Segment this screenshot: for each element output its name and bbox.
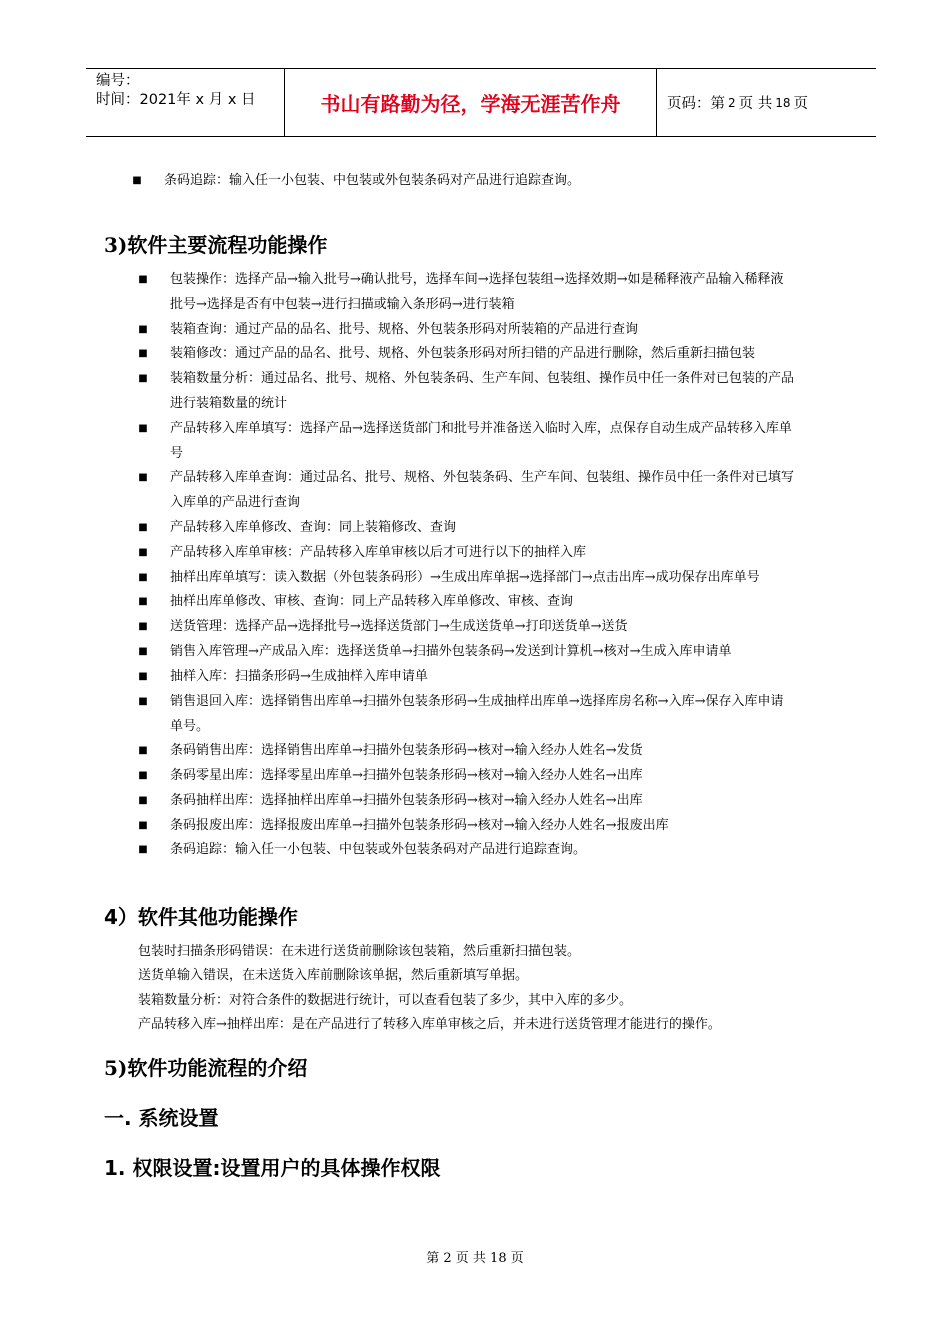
- page-current: 2: [728, 95, 736, 110]
- section3-title: 3)软件主要流程功能操作: [104, 233, 328, 257]
- list-item-text-continued: 号: [170, 445, 184, 461]
- list-item-text: 产品转移入库单查询：通过品名、批号、规格、外包装条码、生产车间、包装组、操作员中任一条件对已填写: [170, 470, 795, 486]
- bullet-square-icon: ■: [138, 472, 148, 484]
- list-item-text: 销售入库管理→产成品入库：选择送货单→扫描外包装条码→发送到计算机→核对→生成入库申请单: [170, 644, 732, 659]
- bullet-square-icon: ■: [138, 522, 148, 533]
- list-item-text-continued: 入库单的产品进行查询: [170, 495, 301, 511]
- list-item-text: 产品转移入库单修改、查询：同上装箱修改、查询: [170, 520, 457, 535]
- bullet-square-icon: ■: [138, 596, 148, 608]
- page-mid: 页 共: [738, 96, 773, 112]
- list-item-text: 产品转移入库单填写：选择产品→选择送货部门和批号并准备送入临时入库，点保存自动生成产品转移入库单: [170, 420, 792, 436]
- bullet-square-icon: ■: [138, 571, 148, 583]
- intro-bullet-text: 条码追踪：输入任一小包装、中包装或外包装条码对产品进行追踪查询。: [164, 173, 581, 188]
- bullet-square-icon: ■: [138, 844, 148, 856]
- bullet-square-icon: ■: [138, 422, 148, 434]
- bullet-square-icon: ■: [138, 274, 148, 285]
- list-item-text-continued: 单号。: [170, 718, 210, 734]
- bullet-square-icon: ■: [138, 621, 148, 633]
- bullet-square-icon: ■: [138, 323, 148, 335]
- list-item-text: 送货管理：选择产品→选择批号→选择送货部门→生成送货单→打印送货单→送货: [170, 619, 628, 635]
- bullet-square-icon: ■: [138, 794, 148, 806]
- bullet-square-icon: ■: [138, 373, 148, 385]
- list-item-text: 装箱修改：通过产品的品名、批号、规格、外包装条形码对所扫错的产品进行删除，然后重新扫描包装: [170, 346, 756, 362]
- bullet-square-icon: ■: [138, 348, 148, 360]
- section4-title: 4）软件其他功能操作: [104, 905, 298, 929]
- section4-paragraph: 包装时扫描条形码错误：在未进行送货前删除该包装箱，然后重新扫描包装。: [138, 944, 581, 959]
- header-meta: [86, 69, 285, 136]
- page-prefix: 页码：第: [667, 96, 725, 112]
- year: 2021: [139, 92, 177, 108]
- page-suffix: 页: [793, 96, 809, 112]
- list-item-text: 条码零星出库：选择零星出库单→扫描外包装条形码→核对→输入经办人姓名→出库: [170, 768, 643, 783]
- list-item-text: 条码追踪：输入任一小包装、中包装或外包装条码对产品进行追踪查询。: [170, 842, 587, 858]
- list-item-text: 包装操作：选择产品→输入批号→确认批号，选择车间→选择包装组→选择效期→如是稀释液产品输入稀释液: [170, 272, 784, 287]
- list-item-text-continued: 批号→选择是否有中包装→进行扫描或输入条形码→进行装箱: [170, 297, 515, 312]
- date-rest: 年 x 月 x 日: [176, 92, 256, 108]
- time-line: [96, 91, 284, 110]
- page-footer: 第 2 页 共 18 页: [426, 1251, 524, 1266]
- list-item-text: 条码抽样出库：选择抽样出库单→扫描外包装条形码→核对→输入经办人姓名→出库: [170, 792, 643, 808]
- list-item-text: 条码报废出库：选择报废出库单→扫描外包装条形码→核对→输入经办人姓名→报废出库: [170, 817, 669, 833]
- list-item-text: 装箱查询：通过产品的品名、批号、规格、外包装条形码对所装箱的产品进行查询: [170, 321, 639, 337]
- list-item-text-continued: 进行装箱数量的统计: [170, 396, 288, 412]
- bullet-square-icon: ■: [138, 819, 148, 831]
- section5-subsubtitle: 1. 权限设置:设置用户的具体操作权限: [104, 1156, 441, 1180]
- list-item-text: 抽样出库单修改、审核、查询：同上产品转移入库单修改、审核、查询: [170, 594, 574, 610]
- time-label: 时间：: [96, 92, 140, 108]
- bullet-square-icon: ■: [138, 745, 148, 757]
- section4-paragraph: 产品转移入库→抽样出库：是在产品进行了转移入库单审核之后，并未进行送货管理才能进行的操作。: [138, 1017, 721, 1032]
- list-item-text: 销售退回入库：选择销售出库单→扫描外包装条形码→生成抽样出库单→选择库房名称→入库→保存入库申请: [170, 693, 784, 709]
- page-header: [86, 68, 876, 137]
- section5-title: 5)软件功能流程的介绍: [104, 1056, 308, 1080]
- list-item-text: 抽样出库单填写：读入数据（外包装条码形）→生成出库单据→选择部门→点击出库→成功保存出库单号: [170, 569, 760, 585]
- bullet-square-icon: ■: [138, 770, 148, 781]
- list-item-text: 条码销售出库：选择销售出库单→扫描外包装条形码→核对→输入经办人姓名→发货: [170, 743, 643, 759]
- number-label: 编号：: [96, 73, 140, 89]
- bullet-square-icon: ■: [132, 175, 142, 186]
- list-item-text: 产品转移入库单审核：产品转移入库单审核以后才可进行以下的抽样入库: [170, 544, 587, 560]
- bullet-square-icon: ■: [138, 546, 148, 558]
- header-page-info: [657, 69, 876, 136]
- section4-paragraph: 装箱数量分析：对符合条件的数据进行统计，可以查看包装了多少，其中入库的多少。: [138, 993, 633, 1008]
- page-total: 18: [775, 95, 791, 110]
- section4-paragraph: 送货单输入错误，在未送货入库前删除该单据，然后重新填写单据。: [138, 968, 529, 983]
- section5-subtitle: 一. 系统设置: [104, 1106, 219, 1130]
- header-motto: 书山有路勤为径，学海无涯苦作舟: [285, 69, 657, 136]
- list-item-text: 抽样入库：扫描条形码→生成抽样入库申请单: [170, 668, 428, 684]
- list-item-text: 装箱数量分析：通过品名、批号、规格、外包装条码、生产车间、包装组、操作员中任一条件对已包装的产品: [170, 371, 795, 387]
- bullet-square-icon: ■: [138, 695, 148, 707]
- bullet-square-icon: ■: [138, 670, 148, 682]
- bullet-square-icon: ■: [138, 646, 148, 657]
